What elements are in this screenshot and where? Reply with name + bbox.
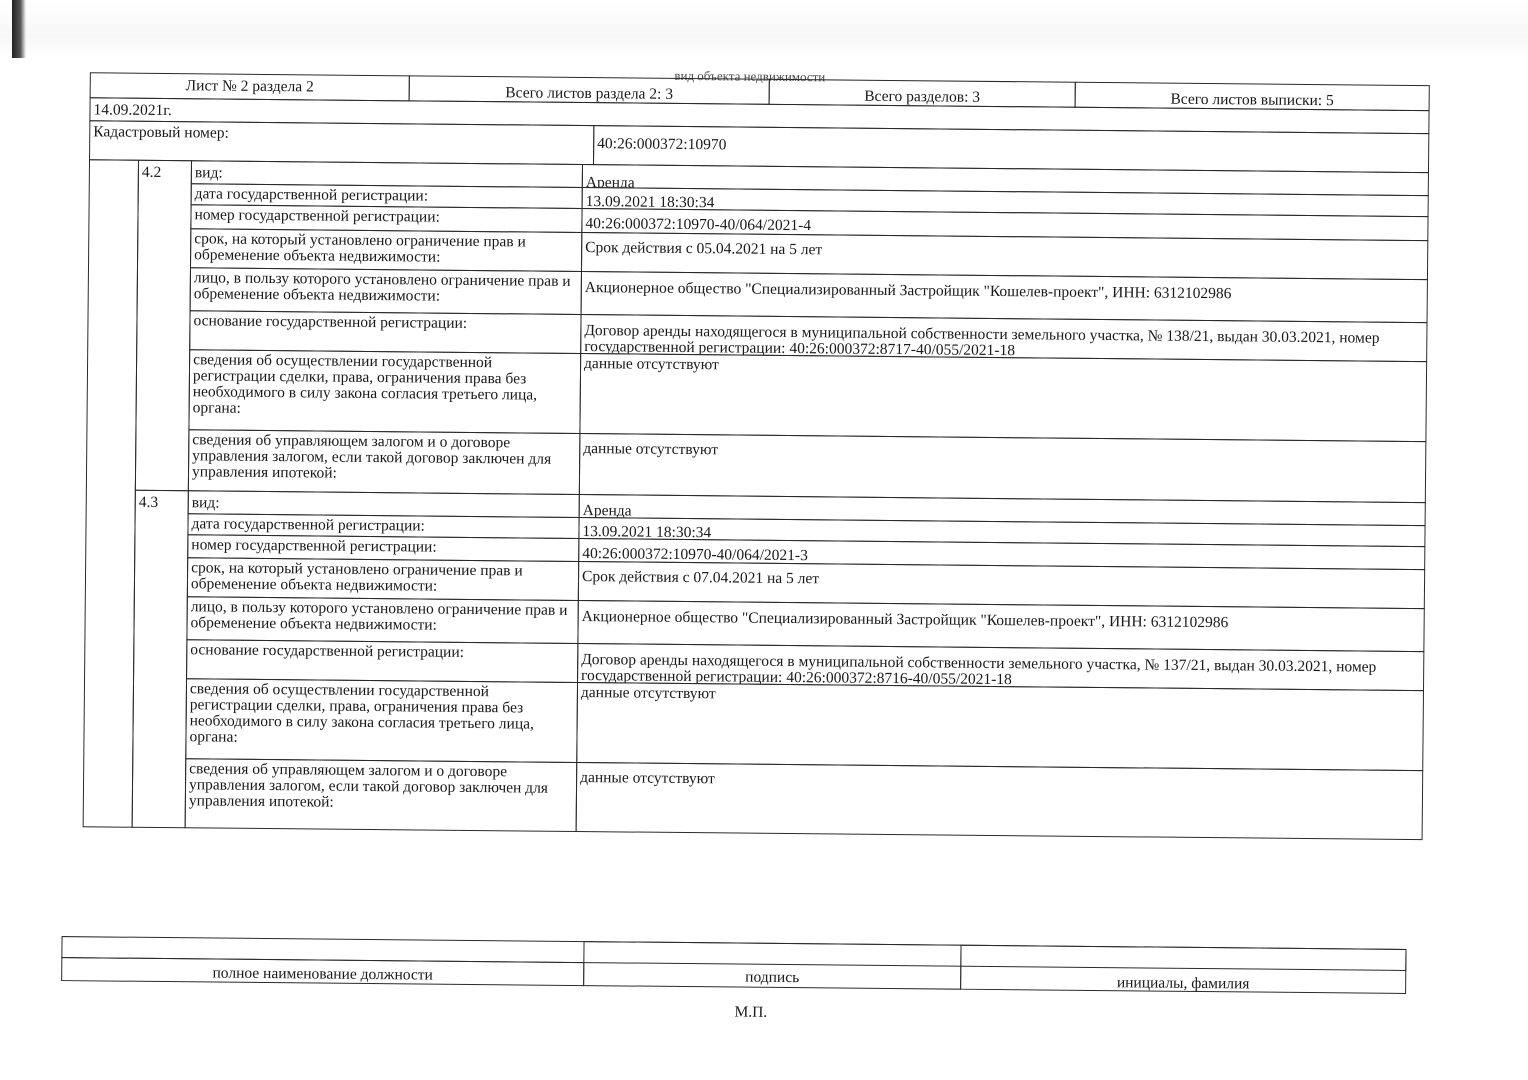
entry-row-label: дата государственной регистрации: (191, 183, 583, 209)
entry-row-value: Срок действия с 05.04.2021 на 5 лет (581, 232, 1428, 280)
entry-row-label: вид: (191, 160, 583, 188)
entry-row-label: сведения об осуществлении государственной регистрации сделки, права, ограничения права без необходимого в силу закона согласия третьего лица, органа: (188, 349, 581, 434)
entry-row-value: Аренда (582, 164, 1429, 196)
entry-row-value: данные отсутствуют (576, 762, 1424, 840)
name-label: инициалы, фамилия (960, 945, 1406, 994)
total-section-sheets: Всего листов раздела 2: 3 (409, 75, 770, 104)
sheet-label: Лист № 2 раздела 2 (90, 72, 410, 101)
cadastral-label: Кадастровый номер: (89, 120, 594, 165)
cadastral-number: 40:26:000372:10970 (593, 125, 1429, 173)
entry-row-value: Срок действия с 07.04.2021 на 5 лет (578, 561, 1425, 609)
scan-left-edge (12, 0, 26, 58)
entry-number: 4.3 (132, 490, 189, 829)
entry-row-label: сведения об осуществлении государственной регистрации сделки, права, ограничения права без необходимого в силу закона согласия третьего лица, органа: (185, 678, 578, 763)
entry-row-label: дата государственной регистрации: (187, 513, 579, 539)
scan-top-edge (0, 0, 1528, 60)
entry-row-label: лицо, в пользу которого установлено ограничение прав и обременение объекта недвижимости: (190, 267, 582, 315)
total-sections: Всего разделов: 3 (769, 79, 1076, 108)
entry-row-value: данные отсутствуют (576, 682, 1424, 771)
entry-row-label: основание государственной регистрации: (186, 639, 578, 683)
entry-row-value: Акционерное общество "Специализированный Застройщик "Кошелев-проект", ИНН: 6312102986 (577, 600, 1424, 652)
entry-row-label: основание государственной регистрации: (189, 310, 581, 354)
entry-row-label: срок, на который установлено ограничение прав и обременение объекта недвижимости: (190, 228, 582, 272)
position-label: полное наименование должности (61, 957, 584, 986)
total-extract-sheets: Всего листов выписки: 5 (1075, 82, 1430, 111)
entry-row-value: 40:26:000372:10970-40/064/2021-4 (581, 208, 1428, 241)
header-title: вид объекта недвижимости (674, 67, 826, 85)
entry-row-value: данные отсутствуют (579, 353, 1427, 442)
entry-row-label: лицо, в пользу которого установлено ограничение прав и обременение объекта недвижимости: (186, 596, 578, 644)
extract-date: 14.09.2021г. (89, 97, 1429, 134)
entry-row-value: 13.09.2021 18:30:34 (578, 517, 1425, 547)
entry-row-label: номер государственной регистрации: (187, 534, 579, 562)
entry-row-value: Акционерное общество "Специализированный Застройщик "Кошелев-проект", ИНН: 6312102986 (581, 271, 1428, 323)
entry-row-value: 40:26:000372:10970-40/064/2021-3 (578, 538, 1425, 570)
entry-row-label: номер государственной регистрации: (190, 204, 582, 233)
entry-row-label: вид: (188, 490, 580, 518)
entry-row-label: срок, на который установлено ограничение прав и обременение объекта недвижимости: (187, 557, 579, 601)
extract-page (51, 58, 1440, 1031)
entry-row-value: Аренда (579, 494, 1426, 526)
entry-row-value: 13.09.2021 18:30:34 (582, 187, 1429, 217)
entry-number: 4.2 (135, 160, 192, 492)
entries-left-column (83, 159, 139, 827)
entry-row-label: сведения об управляющем залогом и о договоре управления залогом, если такой договор заключен для управления ипотекой: (185, 758, 578, 832)
signature-label: подпись (583, 941, 961, 990)
entry-row-label: сведения об управляющем залогом и о договоре управления залогом, если такой договор заключен для управления ипотекой: (188, 429, 581, 495)
stamp-label: М.П. (734, 1003, 768, 1021)
entry-row-value: Договор аренды находящегося в муниципальной собственности земельного участка, № 137/21, выдан 30.03.2021, номер государственной регистрации: 40:26:000372:8716-40/055/2021-18 (577, 643, 1424, 691)
entry-row-value: данные отсутствуют (579, 433, 1427, 503)
entry-row-value: Договор аренды находящегося в муниципальной собственности земельного участка, № 138/21, выдан 30.03.2021, номер государственной регистрации: 40:26:000372:8717-40/055/2021-18 (580, 314, 1427, 362)
